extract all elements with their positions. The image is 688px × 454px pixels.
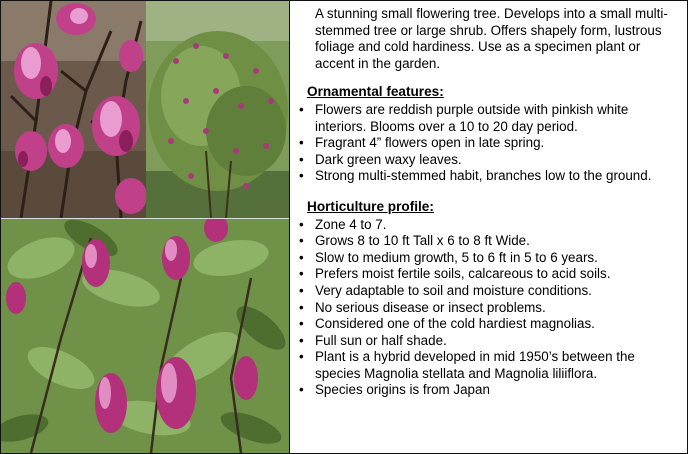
flower-closeup-photo bbox=[1, 1, 146, 218]
photo-divider bbox=[1, 218, 289, 219]
photo-collage bbox=[1, 1, 289, 453]
list-item: • Zone 4 to 7. bbox=[297, 217, 683, 234]
list-item: • No serious disease or insect problems. bbox=[297, 300, 683, 317]
horticulture-profile-list bbox=[297, 217, 683, 400]
description-panel bbox=[297, 6, 683, 399]
shrub-habit-photo bbox=[146, 1, 289, 218]
flowers-and-foliage-photo bbox=[1, 218, 289, 453]
list-item: • Plant is a hybrid developed in mid 1950’s between the species Magnolia stellata and Magnolia liliiflora. bbox=[297, 349, 683, 382]
list-item: • Species origins is from Japan bbox=[297, 382, 683, 399]
list-item: • Strong multi-stemmed habit, branches low to the ground. bbox=[297, 168, 683, 185]
list-item: • Flowers are reddish purple outside with pinkish white interiors. Blooms over a 10 to 20 day period. bbox=[297, 102, 683, 135]
list-item: • Full sun or half shade. bbox=[297, 333, 683, 350]
list-item: • Slow to medium growth, 5 to 6 ft in 5 to 6 years. bbox=[297, 250, 683, 267]
horticulture-profile-heading: Horticulture profile: bbox=[307, 198, 434, 214]
ornamental-features-list bbox=[297, 102, 683, 185]
list-item: • Grows 8 to 10 ft Tall x 6 to 8 ft Wide. bbox=[297, 233, 683, 250]
list-item: • Dark green waxy leaves. bbox=[297, 152, 683, 169]
list-item: • Prefers moist fertile soils, calcareous to acid soils. bbox=[297, 266, 683, 283]
intro-paragraph: A stunning small flowering tree. Develops into a small multi-stemmed tree or large shrub. Offers shapely form, lustrous foliage and cold hardiness. Use as a specimen plant or accent in the garden. bbox=[315, 6, 668, 71]
list-item: • Fragrant 4” flowers open in late spring. bbox=[297, 135, 683, 152]
column-divider bbox=[289, 1, 290, 453]
ornamental-features-heading: Ornamental features: bbox=[307, 84, 444, 100]
list-item: • Very adaptable to soil and moisture conditions. bbox=[297, 283, 683, 300]
list-item: • Considered one of the cold hardiest magnolias. bbox=[297, 316, 683, 333]
